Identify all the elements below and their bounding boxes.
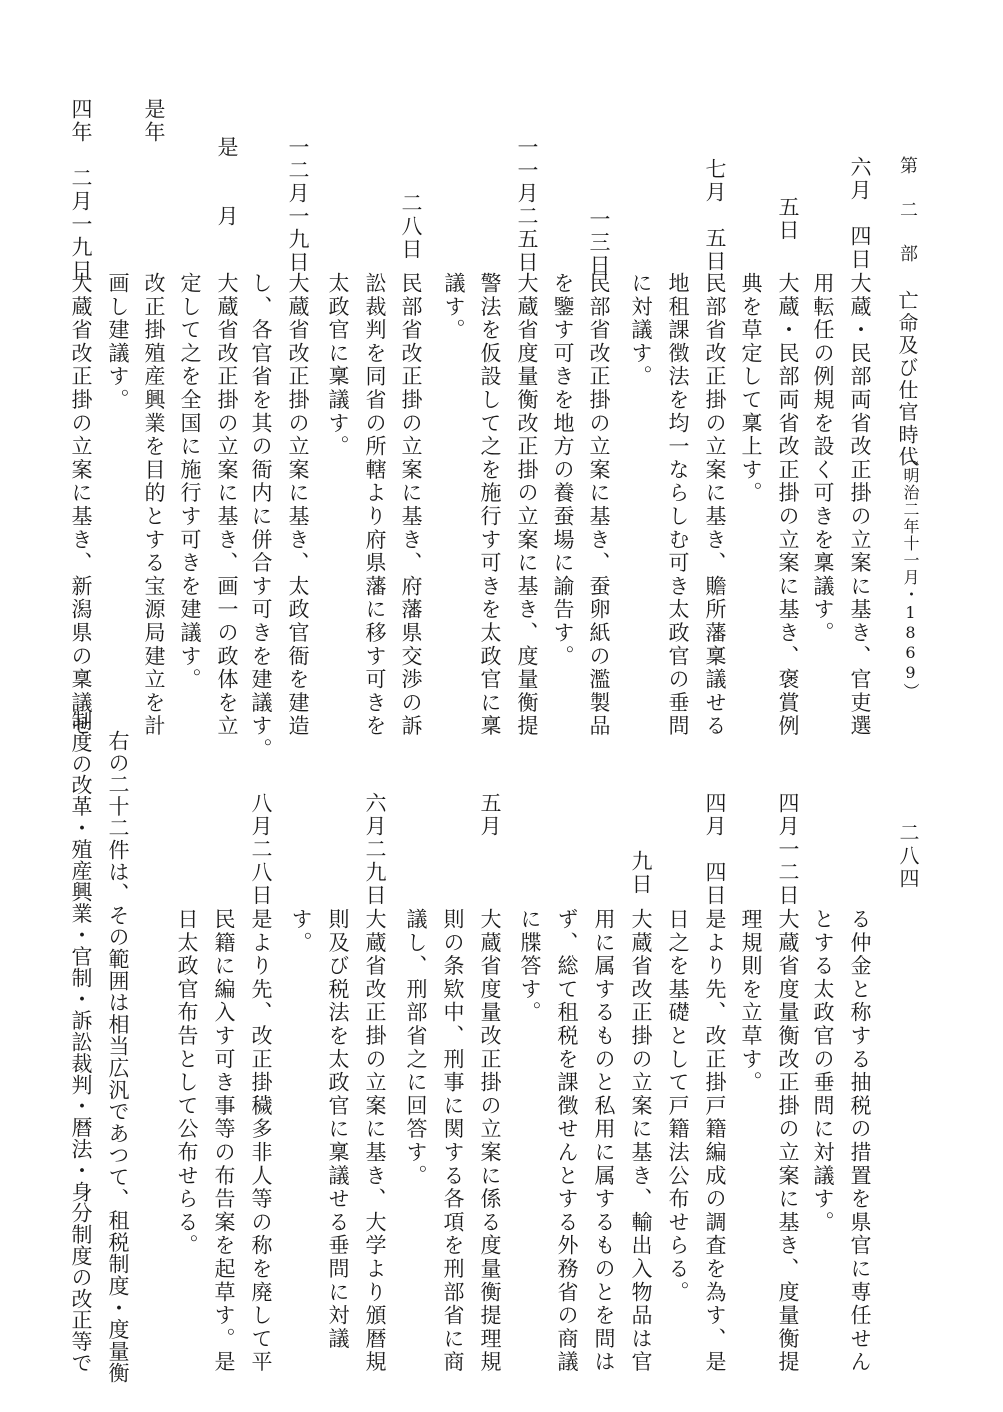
entry-date: 五月 [478, 792, 502, 838]
entry-line: とする太政官の垂問に対議す。 [811, 908, 835, 1235]
entry-date: 四年 二月一九日 [69, 98, 93, 282]
entry-line: 則及び税法を太政官に稟議せる垂問に対議 [326, 908, 350, 1351]
summary-line: 制度の改革・殖産興業・官制・訴訟裁判・暦法・身分制度の改正等で [69, 710, 93, 1374]
entry-date: 一三日 [587, 208, 611, 277]
entry-line: 定して之を全国に施行す可きを建議す。 [178, 272, 202, 692]
entry-date: 是 月 [215, 136, 239, 228]
entry-date: 一一月二五日 [515, 136, 539, 274]
chapter-title: 亡命及び仕官時代 [895, 290, 919, 469]
summary-line: 右の二十二件は、その範囲は相当広汎であつて、租税制度・度量衡 [106, 730, 130, 1384]
entry-line: 典を草定して稟上す。 [739, 272, 763, 505]
entry-line: 民籍に編入す可き事等の布告案を起草す。是 [212, 908, 236, 1374]
entry-line: 議す。 [442, 272, 466, 342]
entry-date: 六月二九日 [363, 792, 387, 907]
entry-line: 大蔵・民部両省改正掛の立案に基き、官吏選 [848, 272, 872, 738]
entry-line: 訟裁判を同省の所轄より府県藩に移す可きを [363, 272, 387, 738]
entry-date: 四月 四日 [703, 792, 727, 907]
entry-date: 七月 五日 [703, 158, 727, 273]
entry-line: 警法を仮設して之を施行す可きを太政官に稟 [478, 272, 502, 738]
entry-line: る仲金と称する抽税の措置を県官に専任せん [848, 908, 872, 1374]
entry-line: 民部省改正掛の立案に基き、贍所藩稟議せる [703, 272, 727, 738]
entry-line: 大蔵省改正掛の立案に基き、画一の政体を立 [215, 272, 239, 738]
entry-date: 四月一二日 [776, 792, 800, 907]
entry-line: 理規則を立草す。 [739, 908, 763, 1095]
entry-line: 大蔵省改正掛の立案に基き、大学より頒暦規 [363, 908, 387, 1374]
entry-line: 地租課徴法を均一ならしむ可き太政官の垂問 [666, 272, 690, 738]
entry-date: 九日 [629, 850, 653, 896]
entry-line: 日之を基礎として戸籍法公布せらる。 [666, 908, 690, 1305]
entry-line: 大蔵省度量衡改正掛の立案に基き、度量衡提 [515, 272, 539, 738]
part-label: 第 二 部 [897, 156, 918, 266]
entry-line: に牒答す。 [518, 908, 542, 1025]
entry-date: 一二月一九日 [286, 136, 310, 274]
entry-line: 大蔵省度量衡改正掛の立案に基き、度量衡提 [776, 908, 800, 1374]
entry-date: 八月二八日 [249, 792, 273, 907]
entry-line: 日太政官布告として公布せらる。 [175, 908, 199, 1258]
entry-line: 大蔵省改正掛の立案に基き、輸出入物品は官 [629, 908, 653, 1374]
entry-line: し、各官省を其の衙内に併合す可きを建議す。 [249, 272, 273, 762]
entry-line: を鑒す可きを地方の養蚕場に諭告す。 [551, 272, 575, 669]
entry-date: 是年 [142, 98, 166, 144]
entry-line: 大蔵省度量改正掛の立案に係る度量衡提理規 [478, 908, 502, 1374]
entry-line: 是より先、改正掛穢多非人等の称を廃して平 [249, 908, 273, 1374]
entry-line: 改正掛殖産興業を目的とする宝源局建立を計 [142, 272, 166, 738]
entry-date: 六月 四日 [848, 156, 872, 271]
entry-line: す。 [289, 908, 313, 955]
entry-date: 二八日 [399, 192, 423, 261]
entry-line: 是より先、改正掛戸籍編成の調査を為す、是 [703, 908, 727, 1374]
entry-line: 大蔵省改正掛の立案に基き、新潟県の稟議せ [69, 272, 93, 738]
entry-line: 民部省改正掛の立案に基き、蚕卵紙の濫製品 [587, 272, 611, 738]
page-number: 二八四 [896, 822, 920, 891]
entry-line: 用転任の例規を設く可きを稟議す。 [811, 272, 835, 645]
entry-date: 五日 [776, 196, 800, 242]
entry-line: 則の条欵中、刑事に関する各項を刑部省に商 [441, 908, 465, 1374]
entry-line: 画し建議す。 [106, 272, 130, 412]
chapter-period: （明治二年十一月・1869） [901, 450, 920, 700]
entry-line: ず、総て租税を課徴せんとする外務省の商議 [555, 908, 579, 1374]
entry-line: に対議す。 [629, 272, 653, 389]
entry-line: 大蔵省改正掛の立案に基き、太政官衙を建造 [286, 272, 310, 738]
entry-line: 大蔵・民部両省改正掛の立案に基き、褒賞例 [776, 272, 800, 738]
entry-line: 議し、刑部省之に回答す。 [404, 908, 428, 1188]
entry-line: 太政官に稟議す。 [326, 272, 350, 459]
entry-line: 民部省改正掛の立案に基き、府藩県交渉の訴 [399, 272, 423, 738]
entry-line: 用に属するものと私用に属するものとを問は [592, 908, 616, 1374]
